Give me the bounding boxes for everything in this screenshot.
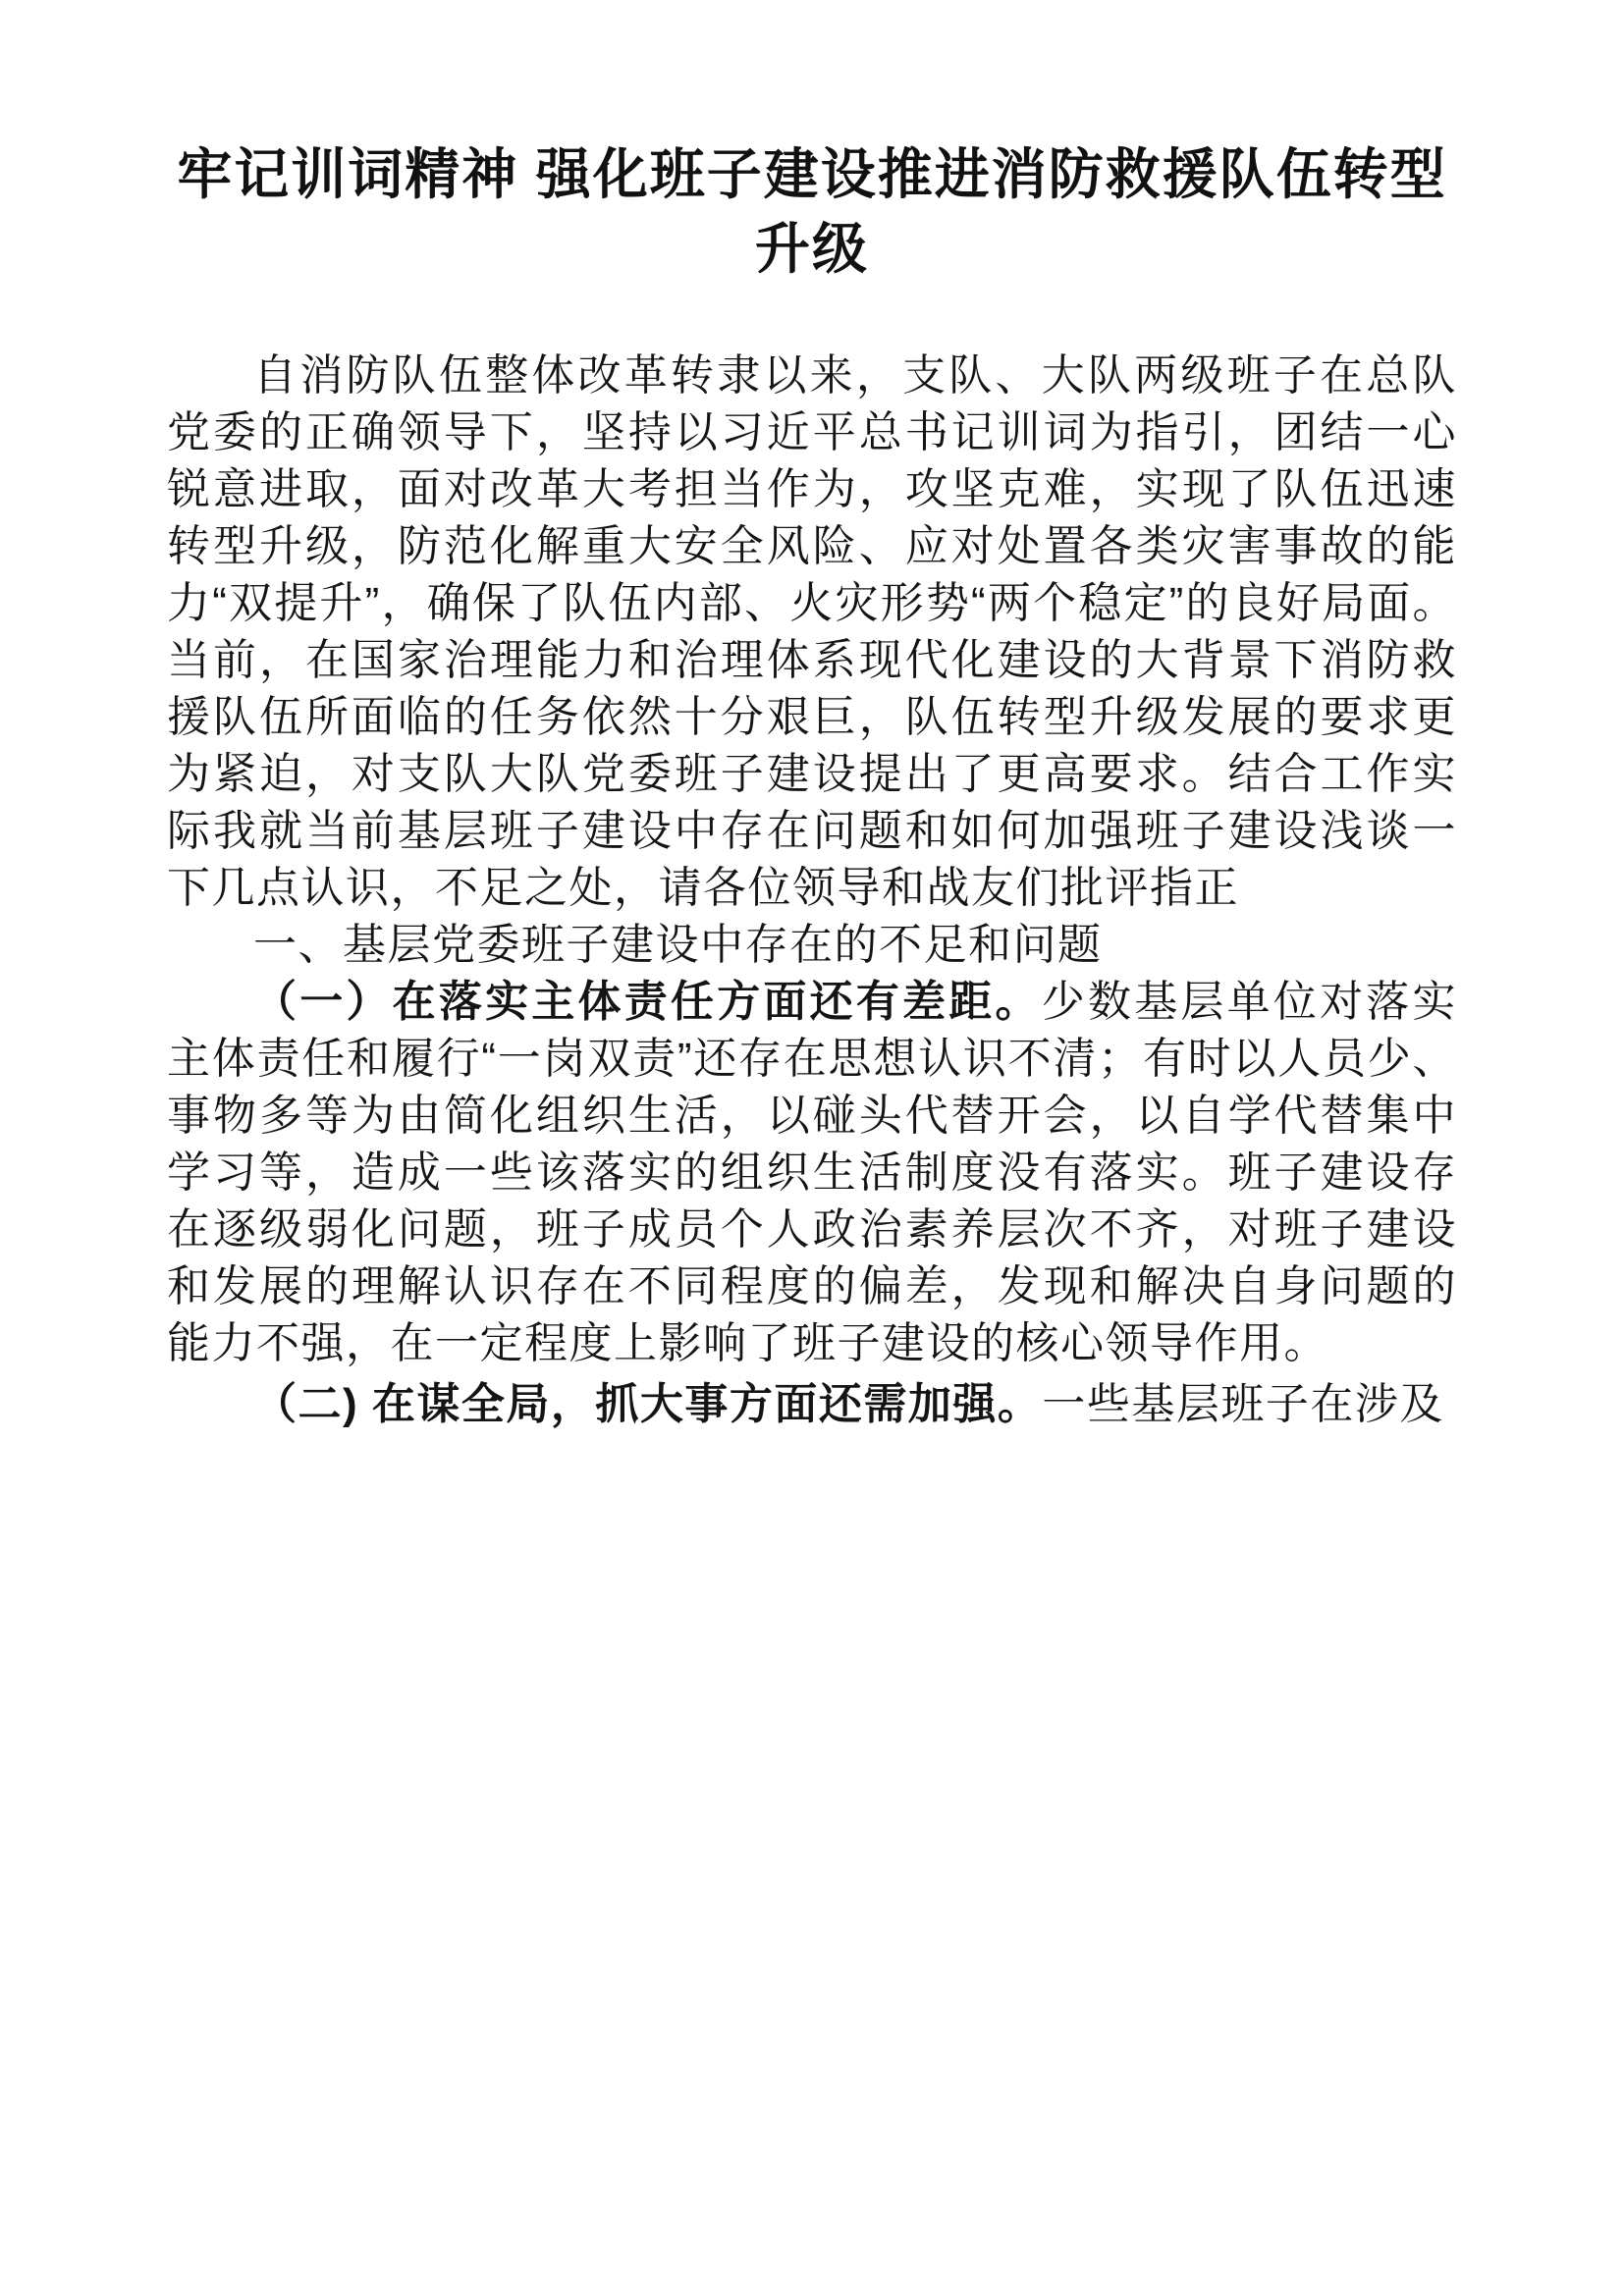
paragraph-item-1	[167, 974, 1457, 1372]
document-title-line-2: 升级	[755, 218, 869, 280]
item-1-body: 少数基层单位对落实主体责任和履行“一岗双责”还存在思想认识不清；有时以人员少、事物多等为由简化组织生活，以碰头代替开会，以自学代替集中学习等，造成一些该落实的组织生活制度没有落实。班子建设存在逐级弱化问题，班子成员个人政治素养层次不齐，对班子建设和发展的理解认识存在不同程度的偏差，发现和解决自身问题的能力不强，在一定程度上影响了班子建设的核心领导作用。	[167, 978, 1458, 1367]
item-1-lead: （一）在落实主体责任方面还有差距。	[253, 978, 1042, 1026]
paragraph-item-2	[167, 1376, 1457, 1433]
paragraph-intro: 自消防队伍整体改革转隶以来，支队、大队两级班子在总队党委的正确领导下，坚持以习近平总书记训词为指引，团结一心锐意进取，面对改革大考担当作为，攻坚克难，实现了队伍迅速转型升级，防范化解重大安全风险、应对处置各类灾害事故的能力“双提升”，确保了队伍内部、火灾形势“两个稳定”的良好局面。当前，在国家治理能力和治理体系现代化建设的大背景下消防救援队伍所面临的任务依然十分艰巨，队伍转型升级发展的要求更为紧迫，对支队大队党委班子建设提出了更高要求。结合工作实际我就当前基层班子建设中存在问题和如何加强班子建设浅谈一下几点认识，不足之处，请各位领导和战友们批评指正	[167, 351, 1457, 912]
document-title	[167, 137, 1457, 287]
document-title-line-1: 牢记训词精神 强化班子建设推进消防救援队伍转型	[177, 143, 1447, 205]
section-heading-1: 一、基层党委班子建设中存在的不足和问题	[253, 921, 1103, 969]
item-2-body: 一些基层班子在涉及	[1042, 1380, 1444, 1428]
item-2-lead: （二) 在谋全局，抓大事方面还需加强。	[253, 1380, 1043, 1428]
